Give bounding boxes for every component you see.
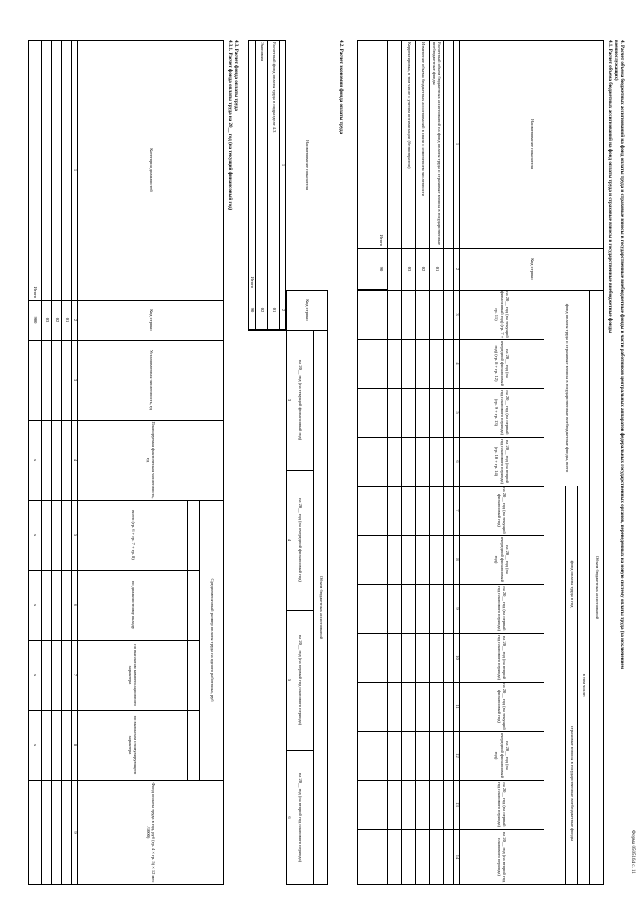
total-x-mark-8: x <box>32 743 38 747</box>
row-total-code-43: 900 <box>32 316 38 324</box>
colnum-8: 8 <box>454 558 460 561</box>
colnum-43-6: 6 <box>72 603 78 607</box>
row-name-42-01: Расчетный фонд оплаты труда в подразделе 4.3 <box>271 42 277 133</box>
header-staff-43: Установленная численность, ед <box>148 349 154 411</box>
header-code-43: Код строки <box>148 309 154 331</box>
header-code-42: Код строки <box>304 299 310 321</box>
header-stim-43: по выплатам стимулирующего характера <box>128 715 139 775</box>
header-bonus-43: по выплатам компенсационного характера <box>128 644 139 706</box>
header-name-41: Наименование показателя <box>529 119 535 169</box>
section41-subtitle: 4.1. Расчет объема бюджетных ассигнований на фонд оплаты труда и страховые взносы в государственные внебюджетные фонды <box>607 40 612 334</box>
row-name-41-02: Изменение объема бюджетных ассигнований в связи с изменением численности <box>420 42 426 197</box>
col-header-9: на 20__ год (на первый год планового периода) <box>497 586 508 631</box>
row-code-42-01: 01 <box>271 307 277 313</box>
col-header-3: на 20__ год (на текущий финансовый год) (гр. 7 + гр. 11) <box>494 290 511 339</box>
colnum-43-7: 7 <box>72 673 78 677</box>
colnum-14: 14 <box>454 854 460 860</box>
col-header-42-3: на 20__ год (на текущий финансовый год) <box>297 359 303 441</box>
col-header-42-6: на 20__ год (на второй год планового периода) <box>297 772 303 863</box>
colnum-42-2: 2 <box>280 308 286 312</box>
colnum-9: 9 <box>454 607 460 610</box>
colnum-42-3: 3 <box>286 398 292 402</box>
colnum-43-5: 5 <box>72 533 78 537</box>
row-name-41-03: Корректировка, в том числе с учетом оптимизации (безвозвратно) <box>406 42 412 169</box>
colnum-43-8: 8 <box>72 743 78 747</box>
row-name-42-02: Экономия <box>259 42 265 62</box>
row-code-42-02: 02 <box>259 307 265 313</box>
colnum-5: 5 <box>454 411 460 414</box>
colnum-43-4: 4 <box>72 458 78 462</box>
header-group-all: фонд оплаты труда и страховые взносы в государственные внебюджетные фонды, всего <box>564 303 570 473</box>
colnum-13: 13 <box>454 802 460 807</box>
section4-title: 4. Расчет объема бюджетных ассигнований на фонд оплаты труда и страховые взносы в государственные внебюджетные фонды в части работников центральных аппаратов федеральных государственных органов, переведенных на новую систему оплаты труда (за исключением <box>619 40 624 669</box>
colnum-3: 3 <box>454 313 460 316</box>
col-header-10: на 20__ год (на второй год планового периода) <box>497 635 508 680</box>
col-header-42-5: на 20__ год (на первый год планового периода) <box>297 634 303 726</box>
header-category-43: Категория должностей <box>148 148 154 192</box>
section42-title: 4.2. Расчет экономии фонда оплаты труда <box>338 40 343 135</box>
col-header-11: на 20__ год (на текущий финансовый год) <box>497 683 508 730</box>
header-salary-43: по должностному окладу <box>130 580 136 630</box>
row-code-43-02: 02 <box>54 317 60 323</box>
row-total-label-41: Итого <box>378 234 384 246</box>
colnum-42-4: 4 <box>286 538 292 542</box>
col-header-7: на 20__ год (на текущий финансовый год) <box>497 487 508 534</box>
col-header-14: на 20__ год (на второй год планового периода) <box>497 831 508 883</box>
colnum-43-9: 9 <box>72 831 78 834</box>
colnum-1: 1 <box>454 142 460 146</box>
row-code-43-03: 03 <box>44 317 50 323</box>
col-header-5: на 20__ год (на первый год планового периода) (гр. 9 + гр. 13) <box>494 390 511 435</box>
total-x-mark-7: x <box>32 673 38 677</box>
row-name-41-01: Расчетный объем бюджетных ассигнований на фонд оплаты труда и страховые взносы в государственные внебюджетные фонды <box>432 42 443 246</box>
col-header-4: на 20__ год (на очередной финансовый год) (гр. 8 + гр. 12) <box>494 340 511 386</box>
colnum-6: 6 <box>454 460 460 463</box>
header-total-41: Объем бюджетных ассигнований <box>594 555 600 620</box>
colnum-2: 2 <box>454 267 460 271</box>
col-header-8: на 20__ год (на очередной финансовый год) <box>494 536 511 582</box>
header-name-42: Наименование показателя <box>304 140 310 190</box>
row-total-code-42: 90 <box>249 307 255 313</box>
colnum-43-1: 1 <box>72 168 78 172</box>
colnum-43-2: 2 <box>72 318 78 322</box>
colnum-12: 12 <box>454 753 460 758</box>
total-x-mark-6: x <box>32 603 38 607</box>
colnum-7: 7 <box>454 509 460 512</box>
colnum-4: 4 <box>454 362 460 365</box>
row-total-code-41: 90 <box>378 266 384 272</box>
col-header-12: на 20__ год (на очередной финансовый год) <box>494 732 511 778</box>
row-code-41-01: 01 <box>434 266 440 272</box>
header-code-41: Код строки <box>529 258 535 280</box>
section43-subtitle: 4.3.1. Расчет фонда оплаты труда на 20__ год (на текущий финансовый год) <box>227 40 232 211</box>
header-avg-43: Среднемесячный размер оплаты труда на одного работника, руб <box>209 578 215 702</box>
col-header-42-4: на 20__ год (на очередной финансовый год) <box>297 498 303 582</box>
row-code-41-03: 03 <box>406 266 412 272</box>
header-insurance: страховые взносы в государственные внебюджетные фонды <box>569 725 575 842</box>
colnum-43-3: 3 <box>72 378 78 382</box>
colnum-10: 10 <box>454 655 460 660</box>
header-inthat: в том числе: <box>581 673 587 698</box>
header-total-42: Объем бюджетных ассигнований <box>318 575 324 640</box>
section4-title-cont: военнослужащих) <box>613 40 618 81</box>
total-x-mark-5: x <box>32 533 38 537</box>
total-x-mark-4: x <box>32 458 38 462</box>
row-code-43-01: 01 <box>64 317 70 323</box>
col-header-6: на 20__ год (на второй год планового периода) (гр. 10 + гр. 14) <box>494 439 511 484</box>
row-total-label-42: Итого <box>249 276 255 288</box>
row-total-label-43: Итого <box>32 286 38 298</box>
header-actual-43: Планируемая фактическая численность, ед <box>146 421 157 499</box>
section43-title: 4.3. Расчет фонда оплаты труда <box>233 40 238 111</box>
row-code-41-02: 02 <box>420 266 426 272</box>
colnum-42-6: 6 <box>286 816 292 819</box>
colnum-11: 11 <box>454 704 460 709</box>
header-fot: фонд оплаты труда в год <box>569 560 575 608</box>
form-number: Форма 0505164 с. 11 <box>630 830 635 874</box>
colnum-42-1: 1 <box>280 163 286 167</box>
header-all-43: всего (гр. 6 + гр. 7 + гр. 8) <box>130 510 136 560</box>
colnum-42-5: 5 <box>286 678 292 682</box>
header-fund-43: Фонд оплаты труда в год, руб (гр. 4 × гр. 5) × 12 мес /1000) <box>146 782 157 883</box>
col-header-13: на 20__ год (на первый год планового периода) <box>497 782 508 827</box>
